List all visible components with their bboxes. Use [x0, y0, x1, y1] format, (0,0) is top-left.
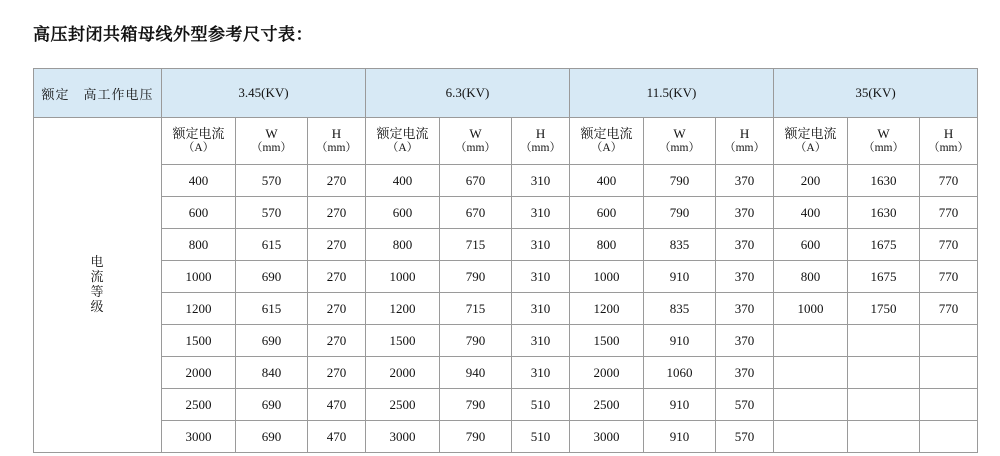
cell-g2-w: 790: [440, 421, 512, 453]
cell-g3-w: 835: [644, 229, 716, 261]
cell-g1-a: 2500: [162, 389, 236, 421]
page-title: 高压封闭共箱母线外型参考尺寸表：: [33, 25, 313, 44]
cell-g4-h: 770: [920, 229, 978, 261]
cell-g3-w: 910: [644, 325, 716, 357]
cell-g4-h: [920, 389, 978, 421]
cell-g3-h: 370: [716, 261, 774, 293]
cell-g3-a: 1200: [570, 293, 644, 325]
cell-g2-h: 310: [512, 229, 570, 261]
cell-g4-h: 770: [920, 165, 978, 197]
cell-g1-h: 270: [308, 325, 366, 357]
cell-g2-h: 310: [512, 357, 570, 389]
cell-g4-w: [848, 325, 920, 357]
cell-g1-a: 3000: [162, 421, 236, 453]
cell-g4-w: [848, 389, 920, 421]
cell-g4-a: 400: [774, 197, 848, 229]
cell-g1-h: 470: [308, 421, 366, 453]
cell-g4-w: 1675: [848, 261, 920, 293]
cell-g1-h: 270: [308, 197, 366, 229]
cell-g3-h: 370: [716, 293, 774, 325]
cell-g2-a: 2500: [366, 389, 440, 421]
table-row: [34, 229, 978, 261]
cell-g4-a: 800: [774, 261, 848, 293]
table-row: [34, 165, 978, 197]
voltage-group-4: 35(KV): [774, 69, 978, 118]
cell-g1-h: 470: [308, 389, 366, 421]
cell-g1-a: 1200: [162, 293, 236, 325]
cell-g4-h: 770: [920, 197, 978, 229]
cell-g3-h: 370: [716, 229, 774, 261]
cell-g4-h: 770: [920, 261, 978, 293]
subheader-h-g2: H （mm）: [512, 118, 570, 165]
label-char-3: 等: [90, 284, 105, 299]
cell-g2-w: 790: [440, 261, 512, 293]
cell-g1-a: 600: [162, 197, 236, 229]
subheader-w-g2: W （mm）: [440, 118, 512, 165]
cell-g2-h: 510: [512, 421, 570, 453]
cell-g2-h: 510: [512, 389, 570, 421]
subheader-current-g2: 额定电流 （A）: [366, 118, 440, 165]
table-row: [34, 325, 978, 357]
cell-g2-w: 790: [440, 389, 512, 421]
corner-label-right: 高工作电压: [83, 86, 154, 102]
cell-g1-w: 690: [236, 389, 308, 421]
cell-g3-h: 370: [716, 325, 774, 357]
cell-g3-a: 2000: [570, 357, 644, 389]
cell-g3-h: 370: [716, 165, 774, 197]
cell-g1-w: 615: [236, 293, 308, 325]
cell-g2-h: 310: [512, 165, 570, 197]
cell-g1-h: 270: [308, 261, 366, 293]
cell-g2-h: 310: [512, 293, 570, 325]
cell-g2-a: 1500: [366, 325, 440, 357]
header-corner-cell: [34, 69, 162, 118]
table-row: [34, 357, 978, 389]
table-row: [34, 293, 978, 325]
cell-g4-a: [774, 325, 848, 357]
cell-g3-h: 370: [716, 357, 774, 389]
cell-g2-h: 310: [512, 325, 570, 357]
cell-g4-w: 1750: [848, 293, 920, 325]
cell-g3-w: 835: [644, 293, 716, 325]
cell-g3-w: 790: [644, 197, 716, 229]
cell-g1-a: 1500: [162, 325, 236, 357]
cell-g2-w: 670: [440, 165, 512, 197]
cell-g4-w: [848, 421, 920, 453]
spec-table: [33, 68, 978, 453]
cell-g3-a: 600: [570, 197, 644, 229]
voltage-group-2: 6.3(KV): [366, 69, 570, 118]
cell-g4-a: 200: [774, 165, 848, 197]
cell-g1-w: 570: [236, 197, 308, 229]
cell-g3-w: 910: [644, 389, 716, 421]
cell-g2-w: 670: [440, 197, 512, 229]
cell-g4-h: [920, 325, 978, 357]
table-row: [34, 421, 978, 453]
cell-g4-a: 1000: [774, 293, 848, 325]
table-subheader-row: [34, 118, 978, 165]
cell-g1-w: 570: [236, 165, 308, 197]
cell-g2-w: 940: [440, 357, 512, 389]
cell-g3-w: 910: [644, 261, 716, 293]
voltage-group-3: 11.5(KV): [570, 69, 774, 118]
cell-g3-h: 570: [716, 389, 774, 421]
subheader-current-g1: 额定电流 （A）: [162, 118, 236, 165]
label-char-4: 级: [90, 298, 105, 314]
cell-g3-h: 370: [716, 197, 774, 229]
cell-g1-w: 690: [236, 325, 308, 357]
cell-g1-w: 840: [236, 357, 308, 389]
cell-g2-a: 3000: [366, 421, 440, 453]
cell-g1-a: 1000: [162, 261, 236, 293]
subheader-h-g1: H （mm）: [308, 118, 366, 165]
table-row: [34, 197, 978, 229]
cell-g3-a: 1500: [570, 325, 644, 357]
corner-label-left: 额定: [41, 86, 70, 102]
label-char-2: 流: [90, 269, 105, 285]
cell-g4-w: [848, 357, 920, 389]
cell-g2-a: 2000: [366, 357, 440, 389]
subheader-current-g3: 额定电流 （A）: [570, 118, 644, 165]
cell-g3-w: 1060: [644, 357, 716, 389]
subheader-h-g4: H （mm）: [920, 118, 978, 165]
cell-g3-a: 1000: [570, 261, 644, 293]
table-header-voltage-row: [34, 69, 978, 118]
cell-g4-a: [774, 389, 848, 421]
cell-g4-a: [774, 357, 848, 389]
label-char-1: 电: [90, 254, 105, 270]
cell-g2-w: 715: [440, 293, 512, 325]
cell-g3-h: 570: [716, 421, 774, 453]
cell-g4-a: 600: [774, 229, 848, 261]
cell-g2-a: 400: [366, 165, 440, 197]
cell-g2-a: 600: [366, 197, 440, 229]
voltage-group-1: 3.45(KV): [162, 69, 366, 118]
cell-g3-a: 3000: [570, 421, 644, 453]
cell-g1-a: 400: [162, 165, 236, 197]
cell-g4-h: [920, 357, 978, 389]
cell-g1-h: 270: [308, 357, 366, 389]
table-row: [34, 389, 978, 421]
cell-g4-a: [774, 421, 848, 453]
row-group-label-current-grade: [34, 118, 162, 453]
cell-g2-a: 1200: [366, 293, 440, 325]
subheader-w-g4: W （mm）: [848, 118, 920, 165]
cell-g1-h: 270: [308, 293, 366, 325]
cell-g1-w: 690: [236, 261, 308, 293]
cell-g1-w: 615: [236, 229, 308, 261]
cell-g2-h: 310: [512, 261, 570, 293]
spec-table-container: [33, 68, 968, 453]
cell-g3-w: 790: [644, 165, 716, 197]
cell-g4-w: 1630: [848, 165, 920, 197]
cell-g2-w: 715: [440, 229, 512, 261]
cell-g1-a: 2000: [162, 357, 236, 389]
cell-g4-w: 1630: [848, 197, 920, 229]
cell-g1-w: 690: [236, 421, 308, 453]
cell-g1-a: 800: [162, 229, 236, 261]
cell-g2-a: 1000: [366, 261, 440, 293]
cell-g1-h: 270: [308, 165, 366, 197]
cell-g2-w: 790: [440, 325, 512, 357]
cell-g1-h: 270: [308, 229, 366, 261]
cell-g4-h: [920, 421, 978, 453]
cell-g2-h: 310: [512, 197, 570, 229]
cell-g4-h: 770: [920, 293, 978, 325]
cell-g3-a: 400: [570, 165, 644, 197]
subheader-current-g4: 额定电流 （A）: [774, 118, 848, 165]
cell-g3-a: 2500: [570, 389, 644, 421]
cell-g4-w: 1675: [848, 229, 920, 261]
cell-g3-w: 910: [644, 421, 716, 453]
subheader-h-g3: H （mm）: [716, 118, 774, 165]
cell-g3-a: 800: [570, 229, 644, 261]
subheader-w-g3: W （mm）: [644, 118, 716, 165]
cell-g2-a: 800: [366, 229, 440, 261]
table-row: [34, 261, 978, 293]
subheader-w-g1: W （mm）: [236, 118, 308, 165]
